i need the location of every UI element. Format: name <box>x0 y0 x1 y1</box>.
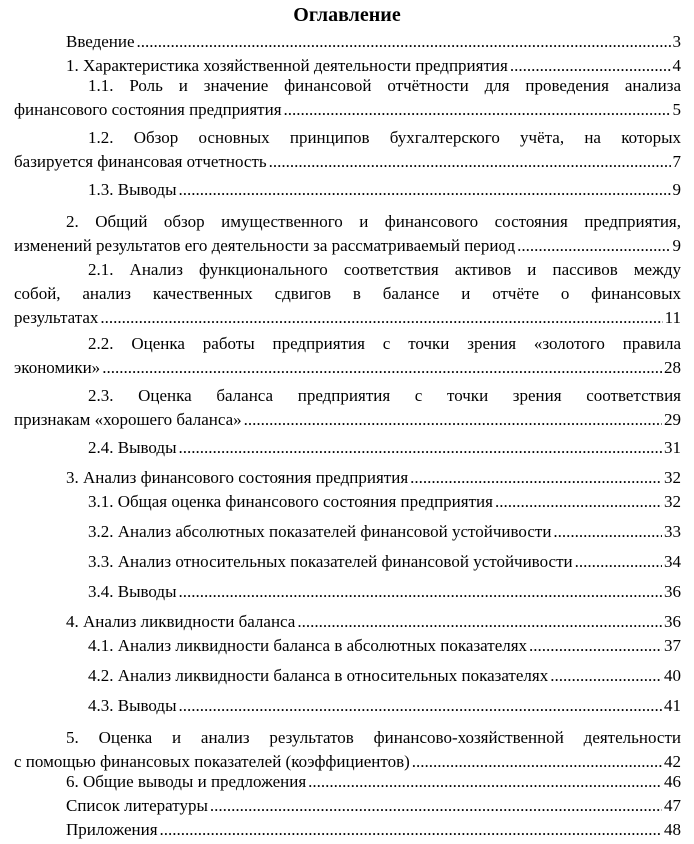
toc-entry[interactable] <box>66 466 681 490</box>
toc-entry[interactable] <box>14 332 681 380</box>
toc-entry-text: 6. Общие выводы и предложения <box>66 772 307 791</box>
toc-entry-text: базируется финансовая отчетность <box>14 152 267 171</box>
page-number: 46 <box>664 772 681 791</box>
toc-entry-text: экономики» <box>14 358 101 377</box>
toc-entry[interactable] <box>66 770 681 794</box>
dot-leader <box>179 580 662 604</box>
dot-leader <box>297 610 662 634</box>
toc-entry[interactable] <box>14 258 681 330</box>
dot-leader <box>517 234 670 258</box>
page-number: 41 <box>664 696 681 715</box>
dot-leader <box>575 550 662 574</box>
toc-entry-text: 2.2. Оценка работы предприятия с точки зрения «золотого правила <box>88 334 681 353</box>
dot-leader <box>550 664 662 688</box>
toc-entry[interactable] <box>14 384 681 432</box>
dot-leader <box>410 466 662 490</box>
page-number: 34 <box>664 552 681 571</box>
toc-entry[interactable] <box>88 436 681 460</box>
page-number: 28 <box>664 358 681 377</box>
toc-entry[interactable] <box>66 794 681 818</box>
page-number: 36 <box>664 582 681 601</box>
page-number: 32 <box>664 468 681 487</box>
toc-entry-text: Приложения <box>66 820 158 839</box>
toc-entry[interactable] <box>14 726 681 774</box>
page-number: 42 <box>664 752 681 771</box>
toc-entry-text: финансового состояния предприятия <box>14 100 282 119</box>
dot-leader <box>284 98 671 122</box>
dot-leader <box>179 436 662 460</box>
dot-leader <box>244 408 662 432</box>
toc-entry[interactable] <box>14 210 681 258</box>
toc-entry[interactable] <box>66 610 681 634</box>
toc-entry[interactable] <box>88 664 681 688</box>
toc-entry[interactable] <box>88 580 681 604</box>
page-number: 37 <box>664 636 681 655</box>
dot-leader <box>137 30 671 54</box>
toc-entry-text: результатах <box>14 308 99 327</box>
page-number: 11 <box>664 308 681 327</box>
toc-entry[interactable] <box>88 694 681 718</box>
dot-leader <box>529 634 662 658</box>
toc-entry-text: 4.3. Выводы <box>88 696 177 715</box>
page-number: 40 <box>664 666 681 685</box>
toc-entry-text: 4.1. Анализ ликвидности баланса в абсолютных показателях <box>88 636 528 655</box>
toc-entry-text: 3.4. Выводы <box>88 582 177 601</box>
toc-entry-text: 3.2. Анализ абсолютных показателей финансовой устойчивости <box>88 522 552 541</box>
toc-title: Оглавление <box>293 4 401 26</box>
toc-entry[interactable] <box>66 30 681 54</box>
toc-entry-text: 1.3. Выводы <box>88 180 177 199</box>
page-number: 4 <box>672 56 681 75</box>
page-number: 47 <box>664 796 681 815</box>
toc-entry[interactable] <box>88 550 681 574</box>
dot-leader <box>269 150 671 174</box>
toc-entry-text: 3.1. Общая оценка финансового состояния предприятия <box>88 492 493 511</box>
toc-entry-text: 4.2. Анализ ликвидности баланса в относительных показателях <box>88 666 549 685</box>
toc-entry-text: Список литературы <box>66 796 208 815</box>
toc-entry-text: 4. Анализ ликвидности баланса <box>66 612 296 631</box>
toc-entry[interactable] <box>88 490 681 514</box>
toc-entry-text: 2.4. Выводы <box>88 438 177 457</box>
toc-entry[interactable] <box>14 126 681 174</box>
dot-leader <box>160 818 662 842</box>
dot-leader <box>210 794 662 818</box>
toc-entry-text: 3. Анализ финансового состояния предприятия <box>66 468 409 487</box>
toc-entry[interactable] <box>14 74 681 122</box>
page-number: 33 <box>664 522 681 541</box>
toc-entry-text: 2.1. Анализ функционального соответствия активов и пассивов между <box>88 260 681 279</box>
page-number: 36 <box>664 612 681 631</box>
toc-entry[interactable] <box>88 178 681 202</box>
dot-leader <box>308 770 662 794</box>
toc-entry-text: 1.1. Роль и значение финансовой отчётности для проведения анализа <box>88 76 681 95</box>
dot-leader <box>179 694 662 718</box>
dot-leader <box>495 490 662 514</box>
page-number: 9 <box>672 236 681 255</box>
toc-entry[interactable] <box>88 634 681 658</box>
toc-entry-text: 1. Характеристика хозяйственной деятельности предприятия <box>66 56 508 75</box>
page-number: 3 <box>672 32 681 51</box>
toc-entry-text: 2. Общий обзор имущественного и финансового состояния предприятия, <box>66 212 681 231</box>
dot-leader <box>102 356 662 380</box>
page-number: 5 <box>672 100 681 119</box>
toc-entry-text: изменений результатов его деятельности за рассматриваемый период <box>14 236 516 255</box>
toc-entry[interactable] <box>66 818 681 842</box>
page-number: 29 <box>664 410 681 429</box>
page-number: 7 <box>672 152 681 171</box>
toc-entry-text: с помощью финансовых показателей (коэффициентов) <box>14 752 410 771</box>
page-number: 9 <box>672 180 681 199</box>
toc-entry-text: 3.3. Анализ относительных показателей финансовой устойчивости <box>88 552 573 571</box>
toc-entry-text: Введение <box>66 32 135 51</box>
toc-entry-text: 5. Оценка и анализ результатов финансово-хозяйственной деятельности <box>66 728 681 747</box>
dot-leader <box>100 306 662 330</box>
dot-leader <box>179 178 671 202</box>
page-number: 32 <box>664 492 681 511</box>
toc-entry-text: 1.2. Обзор основных принципов бухгалтерского учёта, на которых <box>88 128 681 147</box>
page-number: 31 <box>664 438 681 457</box>
page-number: 48 <box>664 820 681 839</box>
toc-entry-text: признакам «хорошего баланса» <box>14 410 242 429</box>
toc-entry-text: собой, анализ качественных сдвигов в балансе и отчёте о финансовых <box>14 284 681 303</box>
toc-entry[interactable] <box>88 520 681 544</box>
dot-leader <box>553 520 662 544</box>
toc-entry-text: 2.3. Оценка баланса предприятия с точки зрения соответствия <box>88 386 681 405</box>
